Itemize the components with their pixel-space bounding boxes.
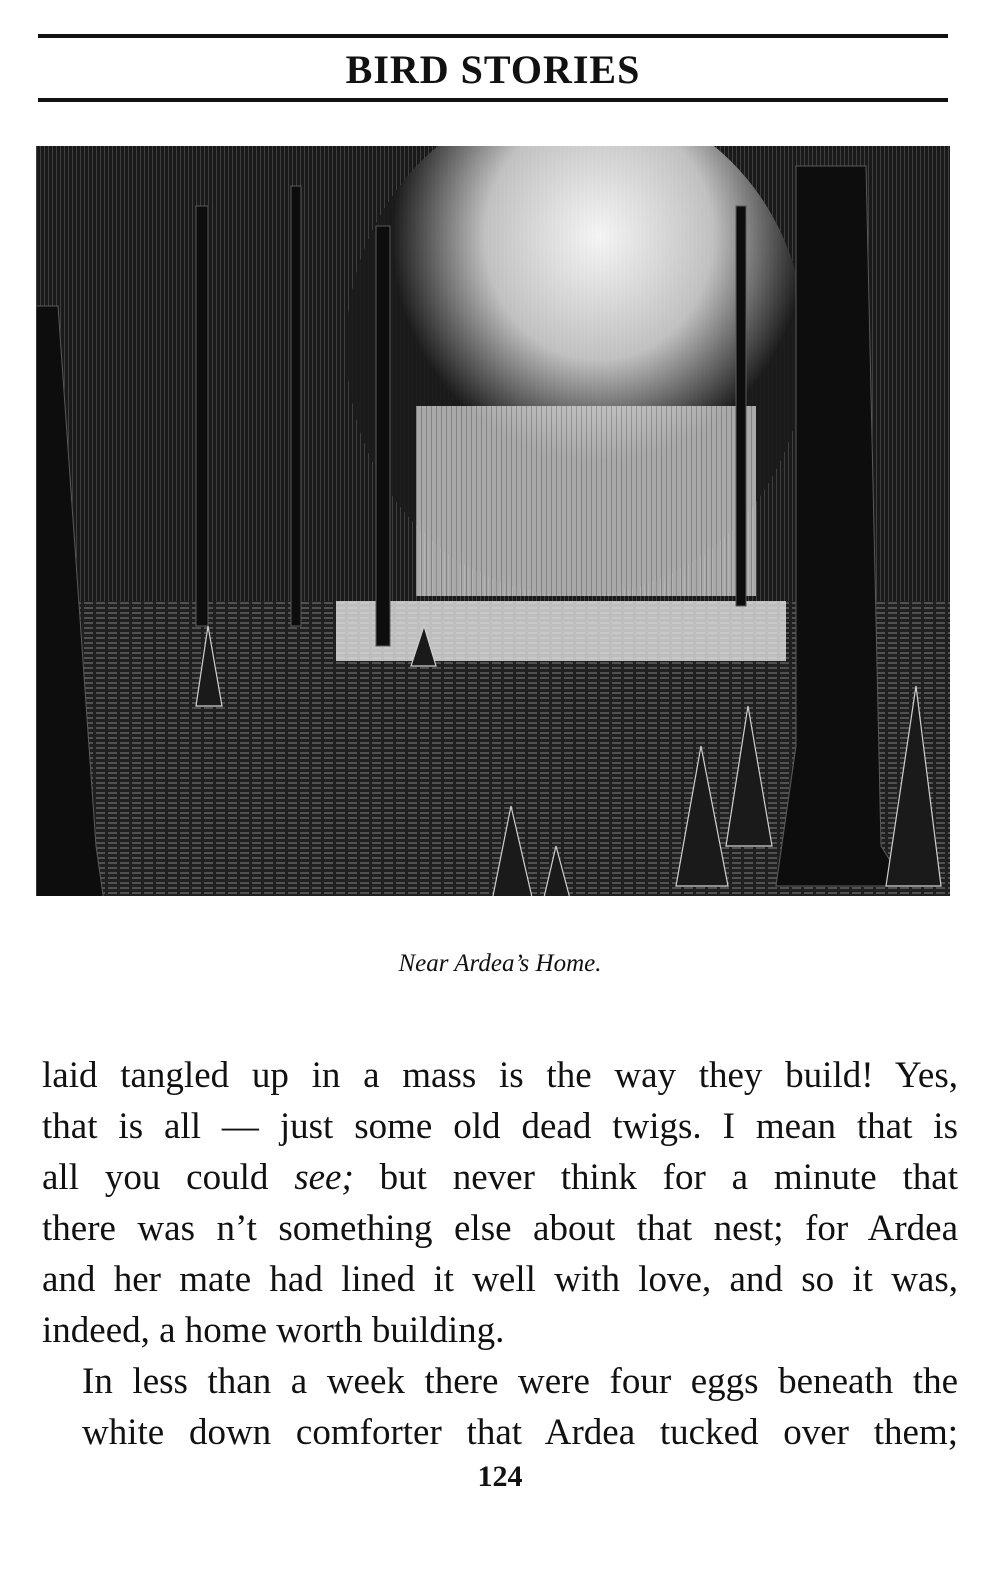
text-line: indeed, a home worth building. bbox=[42, 1310, 505, 1351]
text-line bbox=[42, 1152, 958, 1203]
text-line: that is all — just some old dead twigs. I mean that is bbox=[42, 1106, 958, 1147]
running-head: BIRD STORIES bbox=[345, 47, 641, 92]
trunk-mid-3 bbox=[376, 226, 390, 646]
header-rule-bottom bbox=[38, 98, 948, 102]
swamp-illustration bbox=[36, 146, 950, 916]
distant-trees bbox=[416, 406, 756, 596]
paragraph-2 bbox=[42, 1356, 958, 1458]
trunk-mid-2 bbox=[291, 186, 301, 626]
header-rule-top bbox=[38, 34, 948, 38]
text-line: white down comforter that Ardea tucked over them; bbox=[82, 1412, 958, 1453]
text-line: laid tangled up in a mass is the way they build! Yes, bbox=[42, 1055, 958, 1096]
text-line: In less than a week there were four eggs beneath the bbox=[82, 1361, 958, 1402]
text-run: but never think for a minute that bbox=[353, 1157, 958, 1198]
figure-caption: Near Ardea’s Home. bbox=[398, 950, 602, 977]
body-text bbox=[42, 1050, 958, 1458]
paragraph-1 bbox=[42, 1050, 958, 1356]
water-highlight bbox=[336, 601, 786, 661]
text-line: and her mate had lined it well with love, and so it was, bbox=[42, 1259, 958, 1300]
page-number: 124 bbox=[477, 1460, 523, 1493]
text-line: there was n’t something else about that nest; for Ardea bbox=[42, 1208, 958, 1249]
emphasis: see; bbox=[294, 1157, 354, 1198]
trunk-mid-4 bbox=[736, 206, 746, 606]
trunk-mid-1 bbox=[196, 206, 208, 626]
text-run: all you could bbox=[42, 1157, 295, 1198]
